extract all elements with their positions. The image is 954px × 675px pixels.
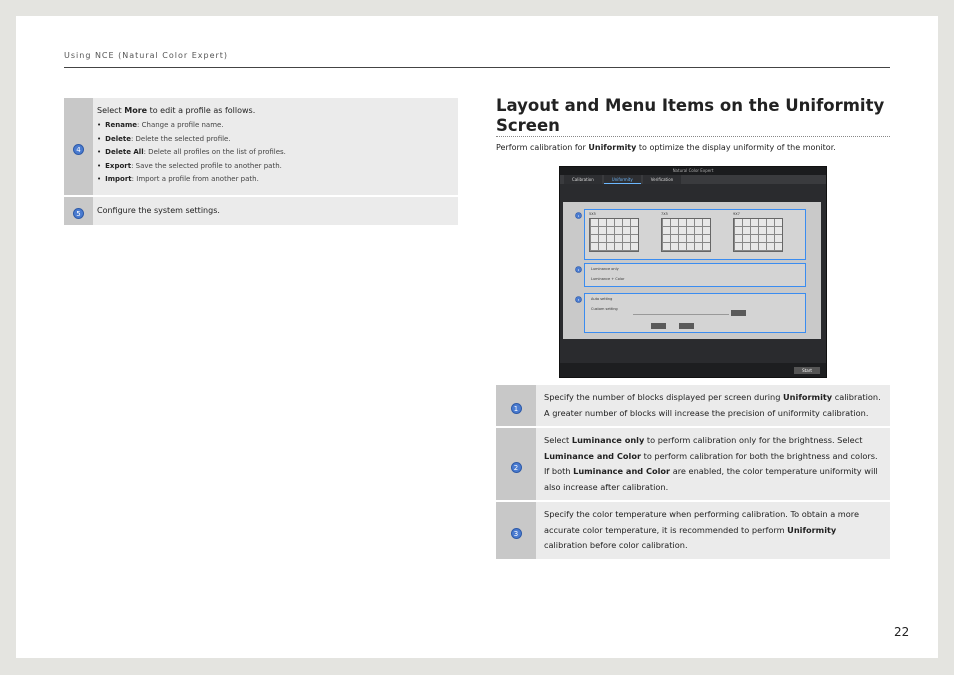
uniformity-screenshot — [559, 166, 827, 378]
row-description: Specify the number of blocks displayed per screen during Uniformity calibration. A greater number of blocks will increase the precision of uniformity calibration. — [536, 385, 890, 426]
temp-value-box — [731, 310, 746, 316]
table-row — [496, 385, 890, 426]
row-number-cell — [496, 428, 536, 500]
list-item: • Import: Import a profile from another path. — [97, 173, 454, 187]
list-item: • Delete: Delete the selected profile. — [97, 133, 454, 147]
tab-bar — [560, 175, 826, 184]
row-number-cell — [496, 502, 536, 559]
number-badge: 1 — [511, 403, 522, 414]
more-settings-table — [64, 96, 458, 227]
number-badge: 3 — [511, 528, 522, 539]
window-title: Natural Color Expert — [560, 167, 826, 175]
temp-slider — [633, 314, 729, 315]
block-count-section: 5X5 7X5 9X7 — [584, 209, 806, 260]
screenshot-body — [563, 202, 821, 339]
row-intro: Select More to edit a profile as follows. — [97, 106, 256, 115]
number-badge: 4 — [73, 144, 84, 155]
running-header: Using NCE (Natural Color Expert) — [64, 51, 229, 60]
number-badge: 2 — [575, 266, 582, 273]
row-description: Specify the color temperature when performing calibration. To obtain a more accurate color temperature, it is recommended to perform Uniformity calibration before color calibration. — [536, 502, 890, 559]
screenshot-footer — [560, 363, 826, 377]
row-number-cell — [496, 385, 536, 426]
tab-verification: Verification — [643, 175, 681, 184]
number-badge: 5 — [73, 208, 84, 219]
grid-preview — [589, 218, 639, 252]
number-badge: 3 — [575, 296, 582, 303]
row-description: Configure the system settings. — [93, 197, 458, 225]
grid-preview — [661, 218, 711, 252]
tab-uniformity: Uniformity — [604, 175, 641, 184]
section-intro: Perform calibration for Uniformity to optimize the display uniformity of the monitor. — [496, 143, 836, 152]
number-badge: 1 — [575, 212, 582, 219]
value-box — [679, 323, 694, 329]
profile-actions-list — [97, 119, 454, 187]
row-number-cell — [64, 197, 93, 225]
table-row — [496, 428, 890, 500]
list-item: • Delete All: Delete all profiles on the list of profiles. — [97, 146, 454, 160]
header-rule — [64, 67, 890, 68]
tab-calibration: Calibration — [564, 175, 602, 184]
list-item: • Rename: Change a profile name. — [97, 119, 454, 133]
row-number-cell — [64, 98, 93, 195]
table-row — [496, 502, 890, 559]
list-item: • Export: Save the selected profile to another path. — [97, 160, 454, 174]
page — [16, 16, 938, 658]
page-number: 22 — [894, 625, 910, 639]
uniformity-items-table — [496, 383, 890, 561]
luminance-section: Luminance only Luminance + Color — [584, 263, 806, 287]
row-description: Select Luminance only to perform calibration only for the brightness. Select Luminance and Color to perform calibration for both the brightness and colors. If both Luminance and Color are enabled, the color temperature uniformity will also increase after calibration. — [536, 428, 890, 500]
table-row — [64, 197, 458, 225]
section-title: Layout and Menu Items on the Uniformity Screen — [496, 96, 885, 135]
number-badge: 2 — [511, 462, 522, 473]
color-temp-section: Auto setting Custom setting — [584, 293, 806, 333]
table-row — [64, 98, 458, 195]
title-rule — [496, 136, 890, 137]
start-button: Start — [794, 367, 820, 374]
grid-preview — [733, 218, 783, 252]
value-box — [651, 323, 666, 329]
row-description — [93, 98, 458, 195]
